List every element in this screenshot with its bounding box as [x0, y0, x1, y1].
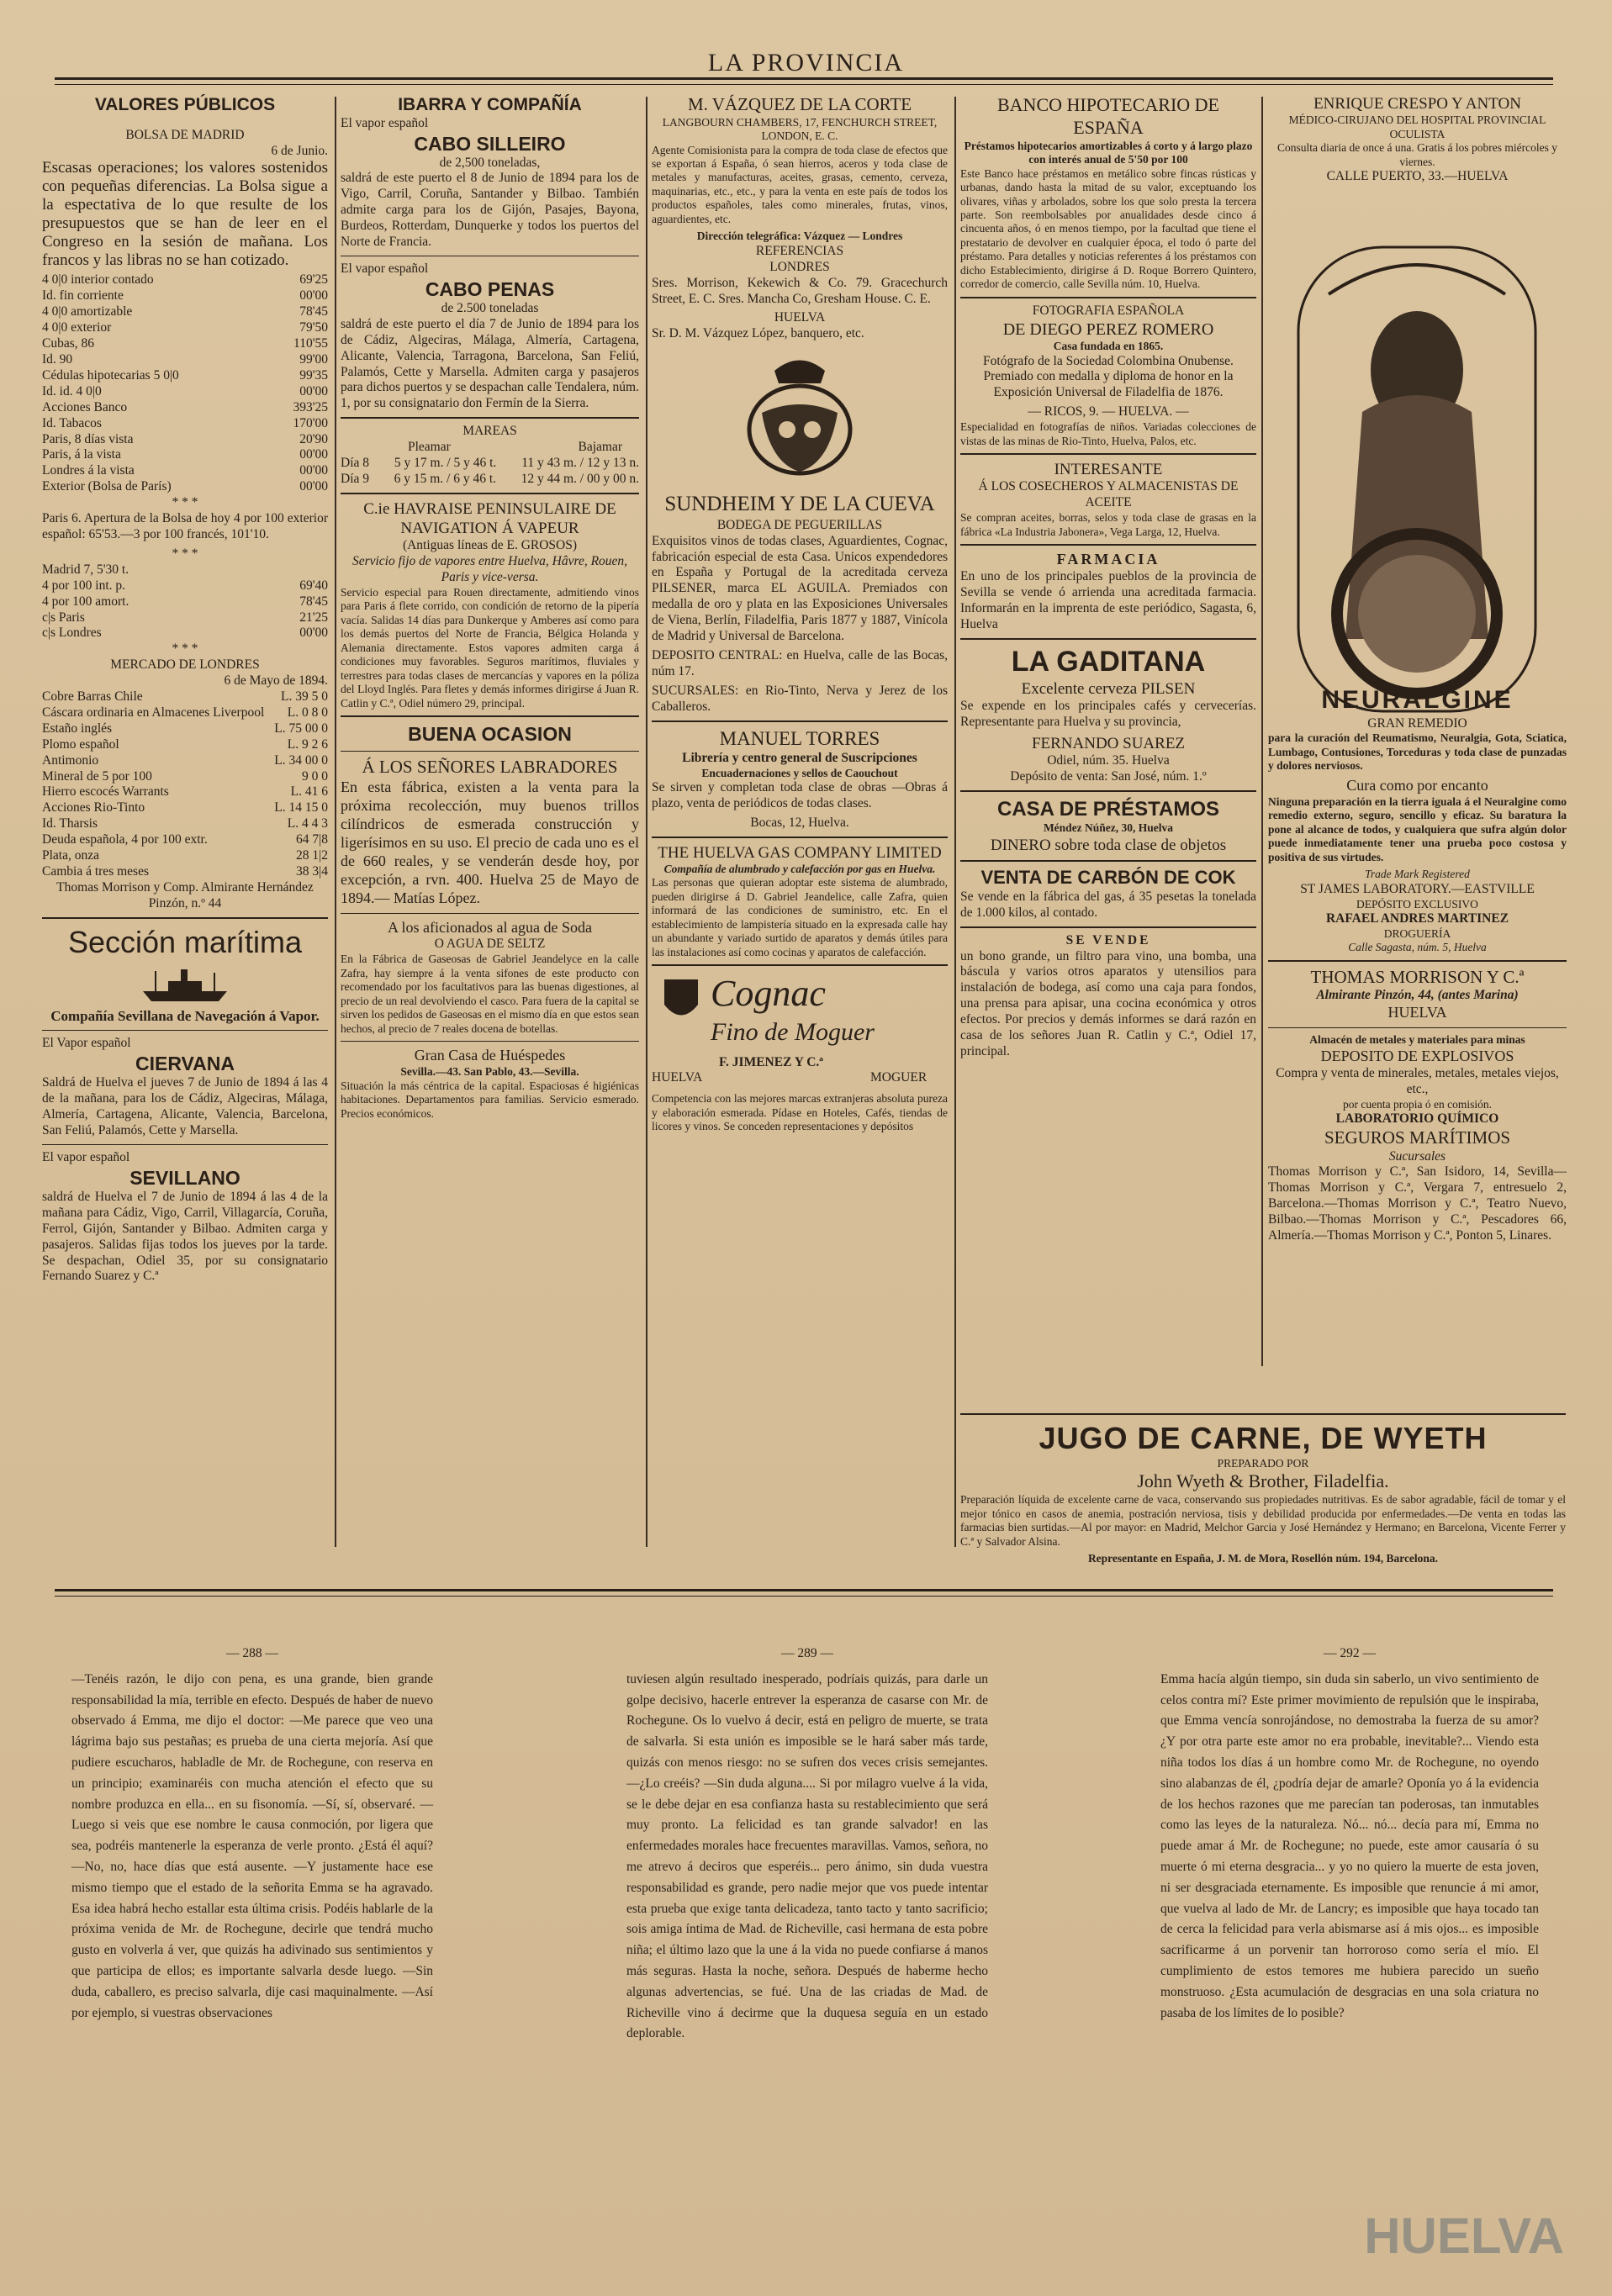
table-row — [42, 288, 328, 304]
compania-sevillana: Compañía Sevillana de Navegación á Vapor. — [50, 1007, 320, 1024]
row-value: 64 7|8 — [296, 832, 328, 847]
prestamos-addr: Méndez Núñez, 30, Huelva — [1043, 821, 1174, 835]
gas-text: Las personas que quieran adoptar este sistema de alumbrado, pueden dirigirse á D. Gabriel Jeandelice, calle Zafra, quien informará de las condiciones de suministro, etc. En el establecimiento de lampistería situado en la expresada calle hay un abundante y variado surtido de aparatos y demás útiles para las instalaciones así como cocinas y aparatos de calefacción. — [652, 876, 948, 958]
foto-sub: Casa fundada en 1865. — [1053, 340, 1164, 353]
torres-sub2: Encuadernaciones y sellos de Caouchout — [701, 766, 898, 779]
table-row — [42, 689, 328, 705]
banco-title: BANCO HIPOTECARIO DE ESPAÑA — [997, 94, 1219, 138]
deposito-exclusivo: DEPÓSITO EXCLUSIVO — [1356, 897, 1478, 910]
rafael-name: RAFAEL ANDRES MARTINEZ — [1325, 911, 1509, 926]
buena-text: En esta fábrica, existen a la venta para la próxima recolección, muy buenos trillos cilíndricos de esmerada construcción y ligerísimos en su uso. El precio de cada uno es el de 660 reales, y se venderán desde hoy, por excepción, a rvn. 400. Huelva 25 de Mayo de 1894.— Matías López. — [341, 778, 639, 906]
coat-of-arms-icon — [728, 346, 871, 488]
row-value: L. 4 4 3 — [287, 816, 328, 831]
row-value: L. 0 8 0 — [287, 705, 328, 720]
foto-addr: — RICOS, 9. — HUELVA. — — [1028, 404, 1189, 420]
row-label: 4 0|0 amortizable — [42, 304, 133, 319]
banco-sub: Préstamos hipotecarios amortizables á corto y á largo plazo con interés anual de 5'50 por 100 — [964, 139, 1253, 166]
havraise-text: Servicio especial para Rouen directamente, admitiendo vinos para Paris á flete corrido, con condición de retorno de la pipería vacía. Salidas 14 días para Dunkerque y Amberes así como para los demás puertos del Norte de Francia, Bélgica Holanda y Alemania directamente. Estos vapores admiten carga á condiciones muy favorables. Seguros marítimos, fluviales y terrestres para todas clases de mercancías y vapores en la póliza del Lloyd Inglés. Para fletes y demás informes dirigirse á Juan R. Catlin y C.ª, Odiel número 29, principal. — [341, 585, 639, 710]
row-value: 38 3|4 — [296, 864, 328, 879]
row-label: Estaño inglés — [42, 720, 113, 736]
wyeth-rep: Representante en España, J. M. de Mora, Rosellón núm. 194, Barcelona. — [1087, 1552, 1439, 1565]
row-label: Id. id. 4 0|0 — [42, 383, 102, 399]
row-label: Id. Tharsis — [42, 816, 98, 831]
carbon-title: VENTA DE CARBÓN DE COK — [980, 866, 1236, 888]
crespo-title: ENRIQUE CRESPO Y ANTON — [1313, 95, 1521, 113]
trade-mark: Trade Mark Registered — [1365, 868, 1470, 881]
row-value: 99'35 — [299, 367, 328, 383]
vazquez-telegraf: Dirección telegráfica: Vázquez — Londres — [696, 230, 903, 243]
steamship-icon — [139, 966, 231, 1005]
feuilleton-col-1 — [71, 1644, 433, 2024]
table-row — [42, 400, 328, 416]
neuralgine-sub: GRAN REMEDIO — [1367, 715, 1467, 731]
foto-text2: Especialidad en fotografías de niños. Variadas colecciones de vistas de las minas de Rio-Tinto, Huelva, Palos, etc. — [960, 420, 1256, 447]
wyeth-brother: John Wyeth & Brother, Filadelfia. — [1137, 1470, 1389, 1492]
londres-date: 6 de Mayo de 1894. — [224, 673, 328, 689]
column-banco — [960, 94, 1256, 1355]
ibarra-title: IBARRA Y COMPAÑÍA — [398, 95, 582, 114]
laboratorio: LABORATORIO QUÍMICO — [1335, 1111, 1499, 1127]
seccion-maritima-title: Sección marítima — [67, 924, 303, 959]
row-label: Londres á la vista — [42, 463, 135, 478]
row-label: Acciones Banco — [42, 399, 128, 414]
row-label: Antimonio — [42, 752, 99, 768]
row-label: Id. 90 — [42, 352, 73, 367]
sundheim-title: SUNDHEIM Y DE LA CUEVA — [664, 493, 935, 516]
row-value: 69'40 — [299, 578, 328, 593]
row-label: 4 por 100 int. p. — [42, 578, 126, 593]
wyeth-prep: PREPARADO POR — [1217, 1456, 1309, 1470]
farmacia-text: En uno de los principales pueblos de la provincia de Sevilla se vende ó arrienda una acreditada farmacia. Informarán en la imprenta de este periódico, Sagasta, 6, Huelva — [960, 569, 1256, 631]
gaditana-addr: Odiel, núm. 35. Huelva — [1047, 753, 1170, 768]
huespedes-addr: Sevilla.—43. San Pablo, 43.—Sevilla. — [400, 1065, 579, 1079]
gas-title: THE HUELVA GAS COMPANY LIMITED — [658, 843, 942, 862]
table-row — [42, 769, 328, 785]
row-label: c|s Paris — [42, 610, 85, 625]
row-value: L. 75 00 0 — [274, 720, 328, 736]
gaditana-dep: Depósito de venta: San José, núm. 1.º — [1010, 769, 1207, 784]
bolsa-table — [42, 272, 328, 495]
huespedes-title: Gran Casa de Huéspedes — [414, 1047, 566, 1064]
column-divider — [646, 97, 647, 1547]
bajamar-label: Bajamar — [578, 440, 622, 455]
table-row — [42, 463, 328, 479]
crest-icon — [656, 971, 706, 1030]
row-label: Id. Tabacos — [42, 415, 102, 430]
ship-tons: de 2.500 toneladas — [441, 300, 539, 315]
page-number: — 292 — — [1324, 1646, 1376, 1660]
crespo-addr: CALLE PUERTO, 33.—HUELVA — [1326, 169, 1509, 184]
table-row — [42, 800, 328, 816]
feuilleton-text: Emma hacía algún tiempo, sin duda sin saberlo, un vivo sentimiento de celos contra mí? Este primer movimiento de repulsión que le inspiraba, que Emma vencía sonrojándose, no demostraba la fuerza de su amor? ¿Y por otra parte este amor no era probable, inevitable?... Viendo esta niña todos los días á un hombre como Mr. de Rochegune, no oyendo sino alabanzas de él, ¿podría dejar de amarle? Oponía yo á la evidencia de los hechos razones que me parecían tan poderosas, tan inmutables como las leyes de la naturaleza. Nó... nó... decía para mí, Emma no puede amar á Mr. de Rochegune; no puede, este amor causaría ó su muerte ó mi eterna desgracia... y yo no quiero la muerte de esta joven, ni ser desgraciada eternamente. Es imposible que renuncie á mi amor, que vuelva al lado de Mr. de Lancry; es imposible que haya tocado tan de cerca la felicidad para verla abismarse así á mis ojos... es imposible sacrificarme á un porvenir tan horroroso como sería el mío. El cumplimiento de estos temores me hubiera parecido un sueño monstruoso. ¿Esta acumulación de desgracias en una sola criatura no pasaba de los límites de lo posible? — [1160, 1671, 1539, 2020]
feuilleton-rule — [55, 1589, 1553, 1591]
table-row — [42, 864, 328, 880]
feuilleton-text: tuviesen algún resultado inesperado, podríais quizás, para darle un golpe decisivo, hacerle entrever la esperanza de casarse con Mr. de Rochegune. Os lo vuelvo á decir, está en peligro de muerte, se trata de salvarla. Si esta unión es imposible se le hará saber más tarde, quizás con menos riesgo: no se sufren dos veces crisis semejantes. —¿Lo creéis? —Sin duda alguna.... Si por milagro vuelve á la vida, se le debe dejar en esa confianza hasta su restablecimiento que será muy pronto. La felicidad es tan grande salvador! en las enfermedades morales hace frecuentes maravillas. Vamos, señora, no me atrevo á deciros que esperéis... pero ánimo, sin duda vuestra responsabilidad es grande, pero nadie mejor que vos puede intentar esta prueba que exige tanta delicadeza, tanto tacto y tanto sacrificio; sois amiga íntima de Mad. de Richeville, casi hermana de esta pobre niña; el último lazo que la une á la vida no puede confiarse á manos más seguras. Hasta la noche, señora. Después de haberme hecho algunas advertencias, se fué. Una de las criadas de Mad. de Richeville vino á decirme que la duquesa seguía en un estado deplorable. — [626, 1671, 988, 2041]
refs-londres: LONDRES — [769, 259, 830, 274]
pleamar-label: Pleamar — [408, 440, 451, 455]
seguros: SEGUROS MARÍTIMOS — [1324, 1127, 1511, 1148]
row-value: 99'00 — [299, 352, 328, 367]
moguer-label: MOGUER — [870, 1070, 928, 1085]
sundheim-bodega: BODEGA DE PEGUERILLAS — [716, 517, 883, 532]
page-number: — 289 — — [781, 1646, 833, 1660]
ship-cabo-silleiro: CABO SILLEIRO — [414, 132, 566, 155]
row-label: Hierro escocés Warrants — [42, 784, 169, 800]
row-label: Exterior (Bolsa de París) — [42, 479, 172, 494]
ship-cabo-penas: CABO PENAS — [425, 277, 555, 300]
table-row — [42, 594, 328, 610]
vazquez-addr: LANGBOURN CHAMBERS, 17, FENCHURCH STREET, LONDON, E. C. — [662, 115, 938, 143]
table-row — [42, 336, 328, 352]
table-row — [42, 320, 328, 336]
row-label: Cáscara ordinaria en Almacenes Liverpool — [42, 705, 265, 720]
column-divider — [1261, 97, 1263, 1366]
table-row — [42, 753, 328, 769]
bolsa-date: 6 de Junio. — [271, 143, 328, 158]
vazquez-text: Agente Comisionista para la compra de toda clase de efectos que se exportan á España, ó sean hierros, aceros y toda clase de metales y manufacturas, aceites, grasas, cemento, cerveza, maquinarias, etc., etc., y para la venta en este país de todos los productos españoles, tales como minerales, frutas, vinos, aguardientes, etc. — [652, 143, 948, 225]
table-row — [42, 352, 328, 368]
compra: Compra y venta de minerales, metales, metales viejos, etc., — [1276, 1065, 1559, 1096]
row-value: 00'00 — [299, 625, 328, 641]
table-row — [42, 272, 328, 288]
archive-stamp — [1287, 2169, 1564, 2278]
sucursales-text: Thomas Morrison y C.ª, San Isidoro, 14, Sevilla—Thomas Morrison y C.ª, Vergara 7, entresuelo 2, Barcelona.—Thomas Morrison y C.ª, Teatro Nuevo, Bilbao.—Thomas Morrison y C.ª, Pescadores 66, Almería.—Thomas Morrison y C.ª, Ponton 5, Linares. — [1268, 1164, 1567, 1243]
neuralgine-text: para la curación del Reumatismo, Neuralgia, Gota, Sciatica, Lumbago, Contusiones, Torceduras y toda clase de punzadas y dolores nerviosos. — [1268, 731, 1567, 773]
wyeth-ad — [960, 1408, 1566, 1576]
table-row — [42, 610, 328, 626]
table-row — [42, 368, 328, 384]
column-vazquez — [652, 94, 948, 1549]
row-label: Plomo español — [42, 736, 119, 752]
wyeth-title: JUGO DE CARNE, DE WYETH — [1039, 1421, 1488, 1455]
mareas-title: MAREAS — [462, 424, 517, 439]
interesante-sub: Á LOS COSECHEROS Y ALMACENISTAS DE ACEITE — [978, 479, 1239, 510]
ciervana-text: Saldrá de Huelva el jueves 7 de Junio de 1894 á las 4 de la mañana, para los de Cádiz, Algeciras, Málaga, Almería, Cartagena, Alicante, Valencia, Barcelona, San Feliú, Palamós, Cette y Marsella. — [42, 1075, 328, 1138]
table-row — [42, 479, 328, 495]
gaditana-text: Se expende en los principales cafés y cervecerías. Representante para Huelva y su provincia, — [960, 699, 1256, 730]
foto-name: DE DIEGO PEREZ ROMERO — [1002, 319, 1214, 339]
row-value: 69'25 — [299, 272, 328, 288]
jimenez-label: F. JIMENEZ Y C.ª — [719, 1055, 823, 1070]
silleiro-text: saldrá de este puerto el 8 de Junio de 1894 para los de Vigo, Carril, Coruña, Santander y Bilbao. También admite carga para los de Gijón, Pasajes, Bayona, Burdeos, Rotterdam, Dunquerke y todos los puertos del Norte de Francia. — [341, 171, 639, 250]
table-row — [42, 721, 328, 737]
wyeth-text: Preparación líquida de excelente carne de vaca, conservando sus propiedades nutritivas. Es de sabor agradable, fácil de tomar y el mejor tónico en casos de anemia, postración nerviosa, tisis y debilidad producida por enfermedades.—De venta en todas las farmacias bien surtidas.—Al por mayor: en Madrid, Melchor Garcia y José Hernández y Hermano; en Barcelona, Vicente Ferrer y C.ª y Salvador Alsina. — [960, 1493, 1566, 1548]
tide-cell: Día 9 — [341, 472, 370, 487]
row-value: 00'00 — [299, 447, 328, 462]
row-label: Deuda española, 4 por 100 extr. — [42, 832, 208, 847]
sundheim-text: Exquisitos vinos de todas clases, Aguardientes, Cognac, fabricación especial de esta Casa. Unicos expendedores en España y Portugal de la acreditada cerveza PILSENER, marca EL AGUILA. Premiados con medalla de oro y plata en las Exposiciones Universales de Viena, Berlín, Filadelfia, Paris 1877 y 1887, Vinícola de Madrid y Universal de Barcelona. — [652, 533, 948, 644]
neuralgine-illustration — [1295, 244, 1539, 715]
masthead: LA PROVINCIA — [707, 49, 905, 77]
morrison-addr: Almirante Pinzón, 44, (antes Marina) — [1316, 988, 1519, 1003]
row-label: Id. fin corriente — [42, 288, 124, 303]
interesante-title: INTERESANTE — [1054, 461, 1163, 479]
banco-text: Este Banco hace préstamos en metálico sobre fincas rústicas y urbanas, dando hasta la mitad de su valor, exceptuando los olivares, viñas y arbolados, sobre los que solo presta la tercera parte. Son reembolsables por anualidades desde cinco á cincuenta años, ó en menos tiempo, por la facultad que tiene el prestatario de devolver en cualquier época, el todo ó parte del préstamo. Para detalles y noticias referentes á los préstamos con dicho Establecimiento, dirigirse á D. Roque Borrero Quintero, corredor de comercio, calle Sevilla núm. 10, Huelva. — [960, 166, 1256, 291]
row-value: L. 9 2 6 — [287, 736, 328, 752]
gaditana-title: LA GADITANA — [1011, 645, 1206, 678]
row-value: L. 39 5 0 — [281, 689, 328, 705]
row-label: 4 por 100 amort. — [42, 594, 129, 609]
tide-row — [341, 456, 639, 472]
table-row — [42, 832, 328, 848]
refs-text: Sres. Morrison, Kekewich & Co. 79. Gracechurch Street, E. C. Sres. Mancha Co, Gresham House. C. E. — [652, 275, 948, 306]
huelva-label: HUELVA — [652, 1070, 703, 1085]
vapor-label: El vapor español — [341, 115, 429, 130]
row-label: Paris, á la vista — [42, 447, 121, 462]
tide-cell: 11 y 43 m. / 12 y 13 n. — [521, 456, 639, 471]
row-value: 9 0 0 — [302, 768, 328, 784]
table-row — [42, 447, 328, 463]
madrid-note: Madrid 7, 5'30 t. — [42, 562, 129, 577]
ship-tons: de 2,500 toneladas, — [439, 155, 541, 170]
stamp-text: HUELVA — [1364, 2208, 1564, 2264]
row-value: 79'50 — [299, 320, 328, 335]
refs-huelva-text: Sr. D. M. Vázquez López, banquero, etc. — [652, 326, 864, 341]
explosivos: DEPOSITO DE EXPLOSIVOS — [1320, 1047, 1514, 1064]
row-value: 28 1|2 — [296, 848, 328, 863]
row-label: Cobre Barras Chile — [42, 689, 143, 705]
valores-title: VALORES PÚBLICOS — [94, 95, 276, 114]
row-value: L. 34 00 0 — [274, 752, 328, 768]
page-number: — 288 — — [226, 1646, 278, 1660]
row-label: Cubas, 86 — [42, 336, 94, 351]
tide-cell: 12 y 44 m. / 00 y 00 n. — [521, 472, 639, 487]
havraise-route: Servicio fijo de vapores entre Huelva, Hâvre, Rouen, Paris y vice-versa. — [351, 554, 628, 585]
vapor-label: El vapor español — [42, 1149, 130, 1164]
crespo-sub: MÉDICO-CIRUJANO DEL HOSPITAL PROVINCIAL OCULISTA — [1288, 113, 1546, 140]
refs-huelva: HUELVA — [774, 310, 826, 325]
soda-text: En la Fábrica de Gaseosas de Gabriel Jeandelyce en la calle Zafra, hay siempre á la venta sifones de este producto con recomendado por los facultativos para las buenas digestiones, al precio de un real devolviendo el casco. Para fuera de la capital se sirven los pedidos de Gaseosas en el mismo día en que estos sean hechos, al precio de 7 reales docena de botellas. — [341, 953, 639, 1035]
se-vende-title: SE VENDE — [1065, 932, 1151, 947]
table-row — [42, 304, 328, 320]
havraise-title: C.ie HAVRAISE PENINSULAIRE DE NAVIGATION Á VAPEUR — [363, 499, 616, 538]
bolsa-intro: Escasas operaciones; los valores sostenidos con pequeñas diferencias. La Bolsa sigue a la espectativa de lo que resulte de los presupuestos que se han de leer en el Congreso en la sesión de mañana. Los francos y las libras no se han cotizado. — [42, 159, 328, 269]
londres-table — [42, 689, 328, 880]
morrison-huelva: HUELVA — [1387, 1004, 1447, 1021]
table-row — [42, 705, 328, 721]
table-row — [42, 432, 328, 448]
feuilleton-col-3 — [1160, 1644, 1539, 2024]
table-row — [42, 416, 328, 432]
column-divider — [335, 97, 336, 1547]
row-label: 4 0|0 exterior — [42, 320, 112, 335]
cura-title: Cura como por encanto — [1346, 776, 1488, 794]
soda-sub: O AGUA DE SELTZ — [434, 937, 546, 952]
row-label: c|s Londres — [42, 625, 102, 641]
buena-ocasion-title: BUENA OCASION — [408, 723, 572, 746]
carbon-text: Se vende en la fábrica del gas, á 35 pesetas la tonelada de 1.000 kilos, al contado. — [960, 889, 1256, 920]
bolsa-title: BOLSA DE MADRID — [125, 127, 245, 142]
refs-title: REFERENCIAS — [755, 243, 844, 258]
drogueria: DROGUERÍA — [1383, 926, 1451, 940]
gaditana-rep: FERNANDO SUAREZ — [1031, 735, 1186, 753]
sucursales: Sucursales — [1388, 1148, 1446, 1164]
ship-ciervana: CIERVANA — [135, 1053, 235, 1075]
havraise-sub: (Antiguas líneas de E. GROSOS) — [402, 538, 578, 553]
cognac-text: Competencia con las mejores marcas extranjeras absoluta pureza y elaboración esmerada. Pídase en Hoteles, Cafés, tiendas de licores y vinos. Se conceden representaciones y depósitos — [652, 1092, 948, 1133]
morrison-text: Almacén de metales y materiales para minas — [1309, 1033, 1525, 1047]
row-label: 4 0|0 interior contado — [42, 272, 154, 288]
row-value: 170'00 — [293, 415, 328, 430]
tide-cell: 5 y 17 m. / 5 y 46 t. — [394, 456, 497, 471]
torres-text: Se sirven y completan toda clase de obras —Obras á plazo, venta de periódicos de todas clases. — [652, 780, 948, 810]
tide-cell: Día 8 — [341, 456, 370, 471]
top-rule — [55, 77, 1553, 80]
row-label: Acciones Rio-Tinto — [42, 800, 145, 815]
sevillano-text: saldrá de Huelva el 7 de Junio de 1894 á las 4 de la mañana para Cádiz, Vigo, Carril, Villagarcía, Coruña, Ferrol, Gijón, Santander y Bilbao. Admiten carga y pasajeros. Salidas fijas todos los jueves por la tarde. Se despachan, Odiel 35, por su consignatario Fernando Suarez y C.ª — [42, 1189, 328, 1284]
row-value: 00'00 — [299, 288, 328, 303]
tide-cell: 6 y 15 m. / 6 y 46 t. — [394, 472, 497, 487]
se-vende-text: un bono grande, un filtro para vino, una bomba, una báscula y varios otros aparatos y utensilios para instalación de bodega, así como una caja para fondos, una prensa para apisar, una cocina económica y otros efectos. Por precios y demás informes se dará razón en casa de los señores Juan R. Catlin y C.ª, Odiel 17, principal. — [960, 948, 1256, 1058]
table-row — [42, 625, 328, 641]
penas-text: saldrá de este puerto el día 7 de Junio de 1894 para los de Cádiz, Algeciras, Málaga, Almería, Cartagena, Alicante, Valencia, Tarragona, Barcelona, San Feliú, Palamós, Cette y Marsella. Admiten carga y pasajeros para dichos puertos y se despachan calle Tendalera, núm. 1, por su consignatario don Fermín de la Sierra. — [341, 316, 639, 411]
column-valores: VALORES PÚBLICOS BOLSA DE MADRID 6 de Junio. Escasas operaciones; los valores sostenidos con pequeñas diferencias. La Bolsa sigue a la espectativa de lo que resulte de los presupuestos que se han de leer en el Congreso en la sesión de mañana. Los francos y las libras no se han cotizado. 4 0|0 interior contado 69'25 Id. fin corriente 00'00 4 0|0 amortizable 78'45 4 0|0 exterior 79'50 Cubas, 86 110'55 Id. 90 99'00 Cédulas hipotecarias 5 0|0 99'35 Id. id. 4 0|0 00'00 Acciones Banco 393'25 Id. Tabacos 170'00 Paris, 8 días vista 20'90 Paris, á la vista 00'00 Londres á la vista 00'00 Exterior (Bolsa de París) 00'00 * * * Paris 6. Apertura de la Bolsa de hoy 4 por 100 exterior español: 65'53.—3 por 100 francés, 101'10. * * * Madrid 7, 5'30 t. 4 por 100 int. p. 69'40 4 por 100 amort. 78'45 c|s Paris 21'25 c|s Londres 00'00 * * * MERCADO DE LONDRES 6 de Mayo de 1894. Cobre Barras Chile L. 39 5 0 Cáscara ordinaria en Almacenes Liverpool L. 0 8 0 Estaño inglés L. 75 00 0 Plomo español L. 9 2 6 Antimonio L. 34 00 0 Mineral de 5 por 100 9 0 0 Hierro escocés Warrants L. 41 6 Acciones Rio-Tinto L. 14 15 0 Id. Tharsis L. 4 4 3 Deuda española, 4 por 100 extr. 64 7|8 Plata, onza 28 1|2 Cambia á tres meses 38 3|4 Thomas Morrison y Comp. Almirante Hernández Pinzón, n.º 44 Sección marítima Compañía Sevillana de Navegación á Vapor. El Vapor español CIERVANA Saldrá de Huelva el jueves 7 de Junio de 1894 á las 4 de la mañana, para los de Cádiz, Algeciras, Málaga, Almería, Cartagena, Alicante, Valencia, Barcelona, San Feliú, Palamós, Cette y Marsella. El vapor español SEVILLANO saldrá de Huelva el 7 de Junio de 1894 á las 4 de la mañana para Cádiz, Vigo, Carril, Villagarcía, Coruña, Ferrol, Gijón, Santander y Bilbao. Admiten carga y pasajeros. Salidas fijas todos los jueves por la tarde. Se despachan, Odiel 35, por su consignatario Fernando Suarez y C.ª — [42, 95, 328, 1284]
row-value: 21'25 — [299, 610, 328, 625]
row-value: 78'45 — [299, 304, 328, 319]
farmacia-title: FARMACIA — [1056, 551, 1160, 568]
vapor-label: El Vapor español — [42, 1036, 131, 1051]
drogueria-addr: Calle Sagasta, núm. 5, Huelva — [1348, 941, 1487, 954]
gaditana-sub: Excelente cerveza PILSEN — [1021, 680, 1196, 699]
huespedes-text: Situación la más céntrica de la capital. Espaciosas é higiénicas habitaciones. Departamentos para familias. Servicio esmerado. Precios económicos. — [341, 1079, 639, 1120]
soda-title: A los aficionados al agua de Soda — [388, 918, 592, 936]
feuilleton-col-2 — [626, 1644, 988, 2045]
fino-moguer-script: Fino de Moguer — [711, 1018, 875, 1047]
neuralgine-title: NEURALGINE — [1321, 685, 1514, 714]
row-value: 00'00 — [299, 383, 328, 399]
table-row — [42, 578, 328, 594]
table-row — [42, 816, 328, 832]
morrison-title: THOMAS MORRISON Y C.ª — [1310, 966, 1525, 987]
row-value: 110'55 — [293, 336, 328, 351]
torres-addr: Bocas, 12, Huelva. — [750, 815, 849, 830]
top-rule-thin — [55, 84, 1553, 85]
row-label: Paris, 8 días vista — [42, 431, 134, 446]
tide-row — [341, 472, 639, 488]
table-row — [42, 737, 328, 753]
row-value: 78'45 — [299, 594, 328, 609]
paris-note: Paris 6. Apertura de la Bolsa de hoy 4 por 100 exterior español: 65'53.—3 por 100 francés, 101'10. — [42, 511, 328, 541]
interesante-text: Se compran aceites, borras, selos y toda clase de grasas en la fábrica «La Industria Jabonera», Vega Larga, 12, Huelva. — [960, 511, 1256, 538]
row-label: Cambia á tres meses — [42, 864, 149, 879]
sundheim-deposito: DEPOSITO CENTRAL: en Huelva, calle de las Bocas, núm 17. — [652, 648, 948, 678]
row-value: 20'90 — [299, 431, 328, 446]
prestamos-title: CASA DE PRÉSTAMOS — [996, 798, 1220, 821]
table-row — [42, 848, 328, 864]
labradores-title: Á LOS SEÑORES LABRADORES — [362, 757, 618, 778]
foto-title: FOTOGRAFIA ESPAÑOLA — [1032, 303, 1185, 318]
madrid-table — [42, 578, 328, 642]
column-divider — [954, 97, 956, 1547]
column-ibarra — [341, 94, 639, 1549]
row-value: 00'00 — [299, 479, 328, 494]
sundheim-sucursales: SUCURSALES: en Rio-Tinto, Nerva y Jerez de los Caballeros. — [652, 683, 948, 714]
table-row — [42, 784, 328, 800]
cognac-script: Cognac — [711, 973, 826, 1015]
row-label: Plata, onza — [42, 848, 100, 863]
feuilleton-rule-thin — [55, 1596, 1553, 1597]
row-value: L. 41 6 — [290, 784, 328, 800]
vapor-label: El vapor español — [341, 261, 429, 276]
gas-sub: Compañía de alumbrado y calefacción por gas en Huelva. — [663, 862, 936, 875]
crespo-text: Consulta diaria de once á una. Gratis á los pobres miércoles y viernes. — [1277, 141, 1557, 168]
torres-title: MANUEL TORRES — [719, 727, 880, 749]
torres-sub: Librería y centro general de Suscripciones — [682, 750, 917, 765]
foto-text: Fotógrafo de la Sociedad Colombina Onubense. Premiado con medalla y diploma de honor en la Exposición Universal de Filadelfia de 1876. — [983, 353, 1234, 400]
signature: Thomas Morrison y Comp. Almirante Hernández Pinzón, n.º 44 — [56, 879, 314, 910]
row-value: L. 14 15 0 — [274, 800, 328, 815]
cognac-ad — [652, 971, 948, 1089]
vazquez-title: M. VÁZQUEZ DE LA CORTE — [687, 94, 912, 114]
row-value: 00'00 — [299, 463, 328, 478]
row-label: Mineral de 5 por 100 — [42, 768, 152, 784]
table-row — [42, 384, 328, 400]
row-value: 393'25 — [293, 399, 328, 414]
feuilleton-text: —Tenéis razón, le dijo con pena, es una grande, bien grande responsabilidad la mía, terrible en efecto. Después de haber de nuevo observado á Emma, me dijo el doctor: —Me parece que veo una lágrima bajo sus pestañas; es prueba de una cierta mejoría. Así que pudiere escucharos, habladle de Mr. de Rochegune, con reserva en un principio; examinaréis con mucha atención el efecto que su nombre produzca en ella... en su fisonomía. —Sí, sí, observaré. —Luego si veis que ese nombre le causa conmoción, por ligera que sea, podréis mantenerle la esperanza de verle pronto. ¿Está él aquí? —No, no, hace días que está ausente. —Y justamente hace ese mismo tiempo que el estado de la señorita Emma se ha agravado. Esa idea habrá hecho estallar esta última crisis. Podéis hablarle de la próxima venida de Mr. de Rochegune, decirle que tendrá mucho gusto en volverla á ver, que quizás ha adivinado sus sentimientos y que participa de ellos; es importante salvarla desde luego. —Sin duda, caballero, es preciso salvarla, dije casi maquinalmente. —Así por ejemplo, si vuestras observaciones — [71, 1671, 433, 2020]
row-label: Cédulas hipotecarias 5 0|0 — [42, 367, 179, 383]
comision: por cuenta propia ó en comisión. — [1343, 1097, 1492, 1111]
ship-sevillano: SEVILLANO — [129, 1166, 240, 1189]
lab-name: ST JAMES LABORATORY.—EASTVILLE — [1300, 881, 1535, 896]
tides-table — [341, 456, 639, 488]
londres-title: MERCADO DE LONDRES — [110, 657, 260, 673]
prestamos-text: DINERO sobre toda clase de objetos — [990, 836, 1227, 854]
cura-text: Ninguna preparación en la tierra iguala á el Neuralgine como remedio externo, seguro, sencillo y eficaz. Su baratura la pone al alcance de todos, y cualquiera que sufra algún dolor puede inmediatamente tener una prueba poco costosa y positiva de sus virtudes. — [1268, 794, 1567, 863]
